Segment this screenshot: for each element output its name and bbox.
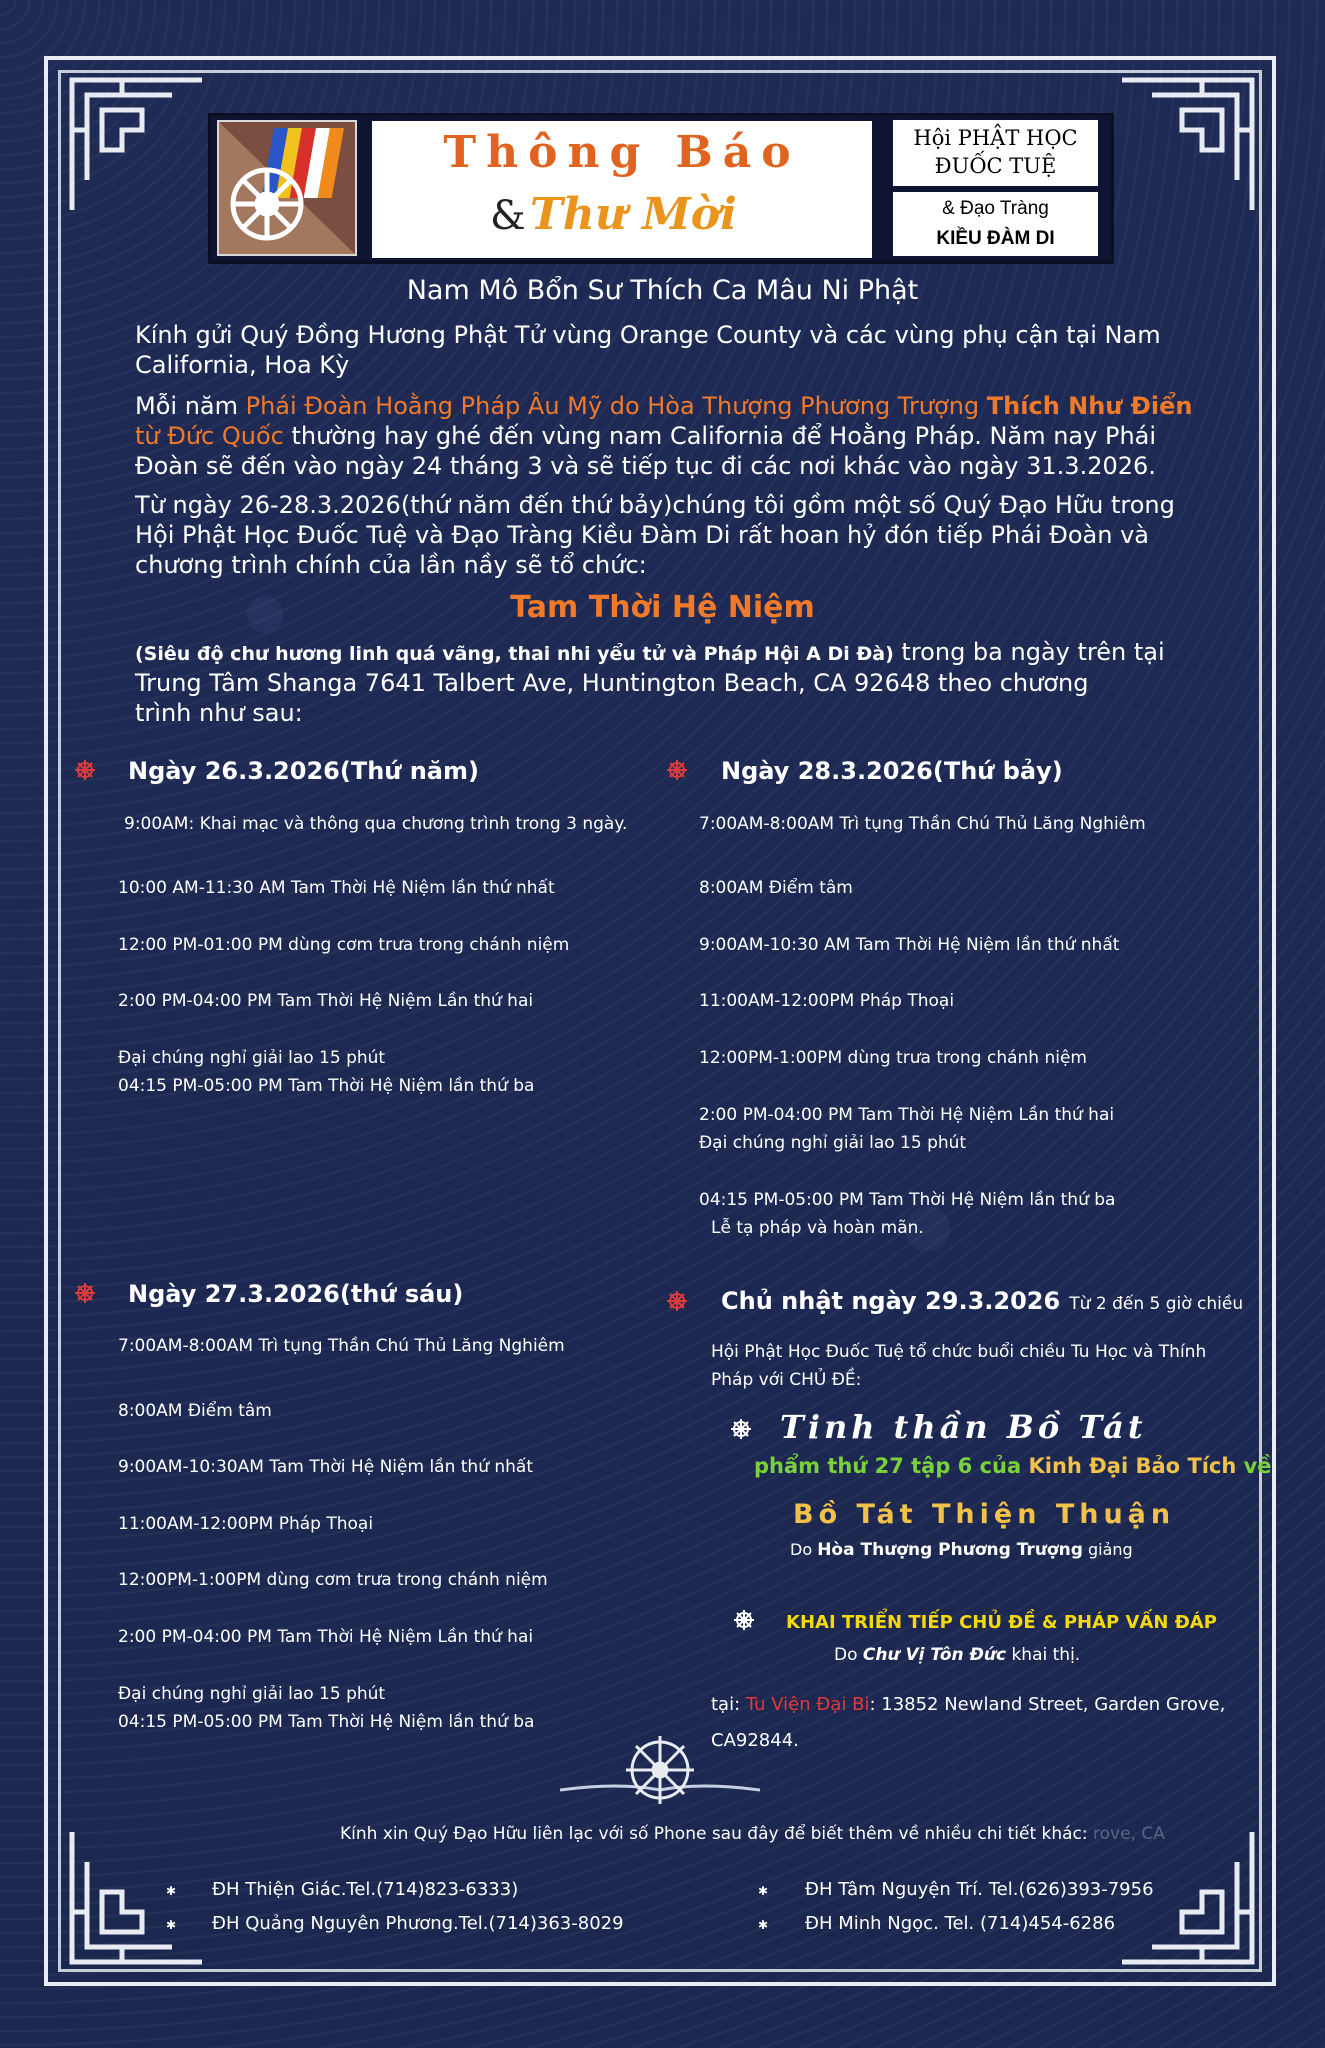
mission-name: Phái Đoàn Hoằng Pháp Âu Mỹ do Hòa Thượng Phương Trượng (245, 392, 987, 420)
day3-item-1: 8:00AM Điểm tâm (699, 878, 853, 898)
day1-item-2: 12:00 PM-01:00 PM dùng cơm trưa trong chánh niệm (118, 935, 570, 955)
intro-p3-line3: chương trình chính của lần nầy sẽ tổ chức: (135, 551, 647, 579)
org1-line2: ĐUỐC TUỆ (934, 154, 1057, 178)
topic-sutra-name: Kinh Đại Bảo Tích (1028, 1454, 1237, 1478)
contact-1: ĐH Quảng Nguyên Phương.Tel.(714)363-8029 (212, 1913, 624, 1934)
intro-p2-text: Mỗi năm (135, 392, 246, 420)
day4-heading (721, 1287, 1243, 1315)
speaker-name: Hòa Thượng Phương Trượng (817, 1540, 1083, 1560)
day2-heading: Ngày 27.3.2026(thứ sáu) (128, 1280, 464, 1308)
speaker-suffix: giảng (1082, 1540, 1133, 1559)
day2-item-6: Đại chúng nghỉ giải lao 15 phút (118, 1684, 386, 1704)
day2-item-5: 2:00 PM-04:00 PM Tam Thời Hệ Niệm Lần thứ hai (118, 1627, 534, 1647)
intro-p1-line2: California, Hoa Kỳ (135, 351, 350, 379)
day3-item-3: 11:00AM-12:00PM Pháp Thoại (699, 991, 955, 1011)
dharma-wheel-flag-logo (217, 120, 357, 256)
dharma-wheel-bullet-icon (733, 1609, 755, 1631)
day1-item-4: Đại chúng nghỉ giải lao 15 phút (118, 1048, 386, 1068)
intro-p4-line1 (135, 638, 1165, 666)
day3-item-2: 9:00AM-10:30 AM Tam Thời Hệ Niệm lần thứ nhất (699, 935, 1120, 955)
org2-line2: KIỀU ĐÀM DI (936, 228, 1055, 249)
day4-desc-line2: Pháp với CHỦ ĐỀ: (711, 1370, 862, 1390)
speaker-prefix: Do (790, 1540, 818, 1559)
event-title: Tam Thời Hệ Niệm (510, 590, 815, 625)
day3-item-8: Lễ tạ pháp và hoàn mãn. (711, 1218, 924, 1238)
topic-about: về (1236, 1454, 1272, 1478)
day4-heading-title: Chủ nhật ngày 29.3.2026 (721, 1287, 1061, 1315)
title-thong-bao: Thông Báo (443, 127, 801, 178)
day2-item-4: 12:00PM-1:00PM dùng cơm trưa trong chánh niệm (118, 1570, 548, 1590)
org2-line1: & Đạo Tràng (942, 198, 1049, 219)
dharma-wheel-bullet-icon (730, 1418, 752, 1440)
star-bullet-icon: ✱ (758, 1918, 769, 1932)
intro-p1-line1: Kính gửi Quý Đồng Hương Phật Tử vùng Orange County và các vùng phụ cận tại Nam (135, 321, 1161, 349)
star-bullet-icon: ✱ (166, 1918, 177, 1932)
location-address: : 13852 Newland Street, Garden Grove, (869, 1694, 1226, 1715)
org-box-kieu-dam-di (893, 192, 1098, 256)
contact-intro-text: Kính xin Quý Đạo Hữu liên lạc với số Phone sau đây để biết thêm về nhiều chi tiết khác: (340, 1824, 1088, 1844)
expand-by-prefix: Do (834, 1645, 863, 1665)
intro-p4-line2: Trung Tâm Shanga 7641 Talbert Ave, Huntington Beach, CA 92648 theo chương (135, 669, 1089, 697)
purpose-note: (Siêu độ chư hương linh quá vãng, thai nhi yểu tử và Pháp Hội A Di Đà) (135, 643, 894, 665)
location-line2: CA92844. (711, 1730, 799, 1751)
day2-item-7: 04:15 PM-05:00 PM Tam Thời Hệ Niệm lần thứ ba (118, 1712, 535, 1732)
corner-ornament-top-left (62, 70, 212, 220)
dharma-wheel-bullet-icon (666, 759, 688, 781)
topic-chapter: phẩm thứ 27 tập 6 của (754, 1454, 1029, 1478)
day2-item-2: 9:00AM-10:30AM Tam Thời Hệ Niệm lần thứ nhất (118, 1457, 534, 1477)
intro-p4-line3: trình như sau: (135, 699, 303, 727)
expand-by (834, 1645, 1080, 1665)
day1-item-0: 9:00AM: Khai mạc và thông qua chương trình trong 3 ngày. (124, 814, 628, 834)
speaker-line (790, 1540, 1133, 1560)
corner-ornament-bottom-left (62, 1822, 212, 1972)
day3-item-6: Đại chúng nghỉ giải lao 15 phút (699, 1133, 967, 1153)
intro-p2-text-2: thường hay ghé đến vùng nam California để Hoằng Pháp. Năm nay Phái (283, 422, 1157, 450)
topic-name: Bồ Tát Thiện Thuận (793, 1499, 1176, 1530)
day1-item-3: 2:00 PM-04:00 PM Tam Thời Hệ Niệm Lần thứ hai (118, 991, 534, 1011)
dharma-wheel-bullet-icon (666, 1290, 688, 1312)
title-thu-moi: Thư Mời (530, 189, 737, 240)
header-banner (208, 113, 1114, 264)
day2-item-0: 7:00AM-8:00AM Trì tụng Thần Chú Thủ Lăng Nghiêm (118, 1336, 565, 1356)
org-box-duoc-tue (893, 120, 1098, 186)
contact-intro (340, 1824, 1165, 1844)
location-prefix: tại: (711, 1694, 746, 1715)
location-line1 (711, 1694, 1225, 1715)
day4-desc-line1: Hội Phật Học Đuốc Tuệ tổ chức buổi chiều Tu Học và Thính (711, 1342, 1207, 1362)
expand-by-suffix: khai thị. (1006, 1645, 1081, 1665)
dharma-wheel-bullet-icon (74, 759, 96, 781)
dharma-wheel-bullet-icon (74, 1282, 96, 1304)
day3-item-5: 2:00 PM-04:00 PM Tam Thời Hệ Niệm Lần thứ hai (699, 1105, 1115, 1125)
location-venue: Tu Viện Đại Bi (745, 1694, 870, 1715)
day1-item-1: 10:00 AM-11:30 AM Tam Thời Hệ Niệm lần thứ nhất (118, 878, 555, 898)
intro-p3-line2: Hội Phật Học Đuốc Tuệ và Đạo Tràng Kiều Đàm Di rất hoan hỷ đón tiếp Phái Đoàn và (135, 521, 1149, 549)
contact-intro-faded: rove, CA (1093, 1824, 1165, 1844)
intro-p3-line1: Từ ngày 26-28.3.2026(thứ năm đến thứ bảy)chúng tôi gồm một số Quý Đạo Hữu trong (135, 491, 1175, 519)
title-panel (372, 121, 872, 258)
corner-ornament-top-right (1112, 70, 1262, 220)
contact-2: ĐH Tâm Nguyện Trí. Tel.(626)393-7956 (805, 1879, 1154, 1900)
org1-line1: Hội PHẬT HỌC (913, 126, 1078, 150)
day3-heading: Ngày 28.3.2026(Thứ bảy) (721, 757, 1063, 785)
intro-p2-line2 (135, 421, 1156, 451)
day3-item-4: 12:00PM-1:00PM dùng trưa trong chánh niệm (699, 1048, 1087, 1068)
day2-item-1: 8:00AM Điểm tâm (118, 1401, 272, 1421)
title-ampersand: & (490, 193, 526, 239)
day2-item-3: 11:00AM-12:00PM Pháp Thoại (118, 1514, 374, 1534)
topic-subtitle (754, 1454, 1272, 1478)
intro-p2-line1 (135, 391, 1192, 421)
salutation: Nam Mô Bổn Sư Thích Ca Mâu Ni Phật (406, 275, 919, 306)
abbot-name: Thích Như Điển (986, 392, 1193, 420)
day3-item-0: 7:00AM-8:00AM Trì tụng Thần Chú Thủ Lăng Nghiêm (699, 814, 1146, 834)
day1-heading: Ngày 26.3.2026(Thứ năm) (128, 757, 479, 785)
day1-item-5: 04:15 PM-05:00 PM Tam Thời Hệ Niệm lần thứ ba (118, 1076, 535, 1096)
star-bullet-icon: ✱ (758, 1884, 769, 1898)
contact-0: ĐH Thiện Giác.Tel.(714)823-6333) (212, 1879, 519, 1900)
dharma-wheel-divider-icon (560, 1732, 760, 1806)
intro-p2-line3: Đoàn sẽ đến vào ngày 24 tháng 3 và sẽ tiếp tục đi các nơi khác vào ngày 31.3.2026. (135, 452, 1156, 480)
intro-p4-text: trong ba ngày trên tại (893, 638, 1165, 666)
topic-title: Tinh thần Bồ Tát (780, 1408, 1147, 1446)
expand-by-name: Chư Vị Tôn Đức (862, 1645, 1007, 1665)
origin-country: từ Đức Quốc (135, 422, 284, 450)
day3-item-7: 04:15 PM-05:00 PM Tam Thời Hệ Niệm lần thứ ba (699, 1190, 1116, 1210)
day4-heading-note: Từ 2 đến 5 giờ chiều (1069, 1294, 1244, 1314)
expand-heading: KHAI TRIỂN TIẾP CHỦ ĐỀ & PHÁP VẤN ĐÁP (786, 1612, 1217, 1633)
star-bullet-icon: ✱ (166, 1884, 177, 1898)
contact-3: ĐH Minh Ngọc. Tel. (714)454-6286 (805, 1913, 1116, 1934)
